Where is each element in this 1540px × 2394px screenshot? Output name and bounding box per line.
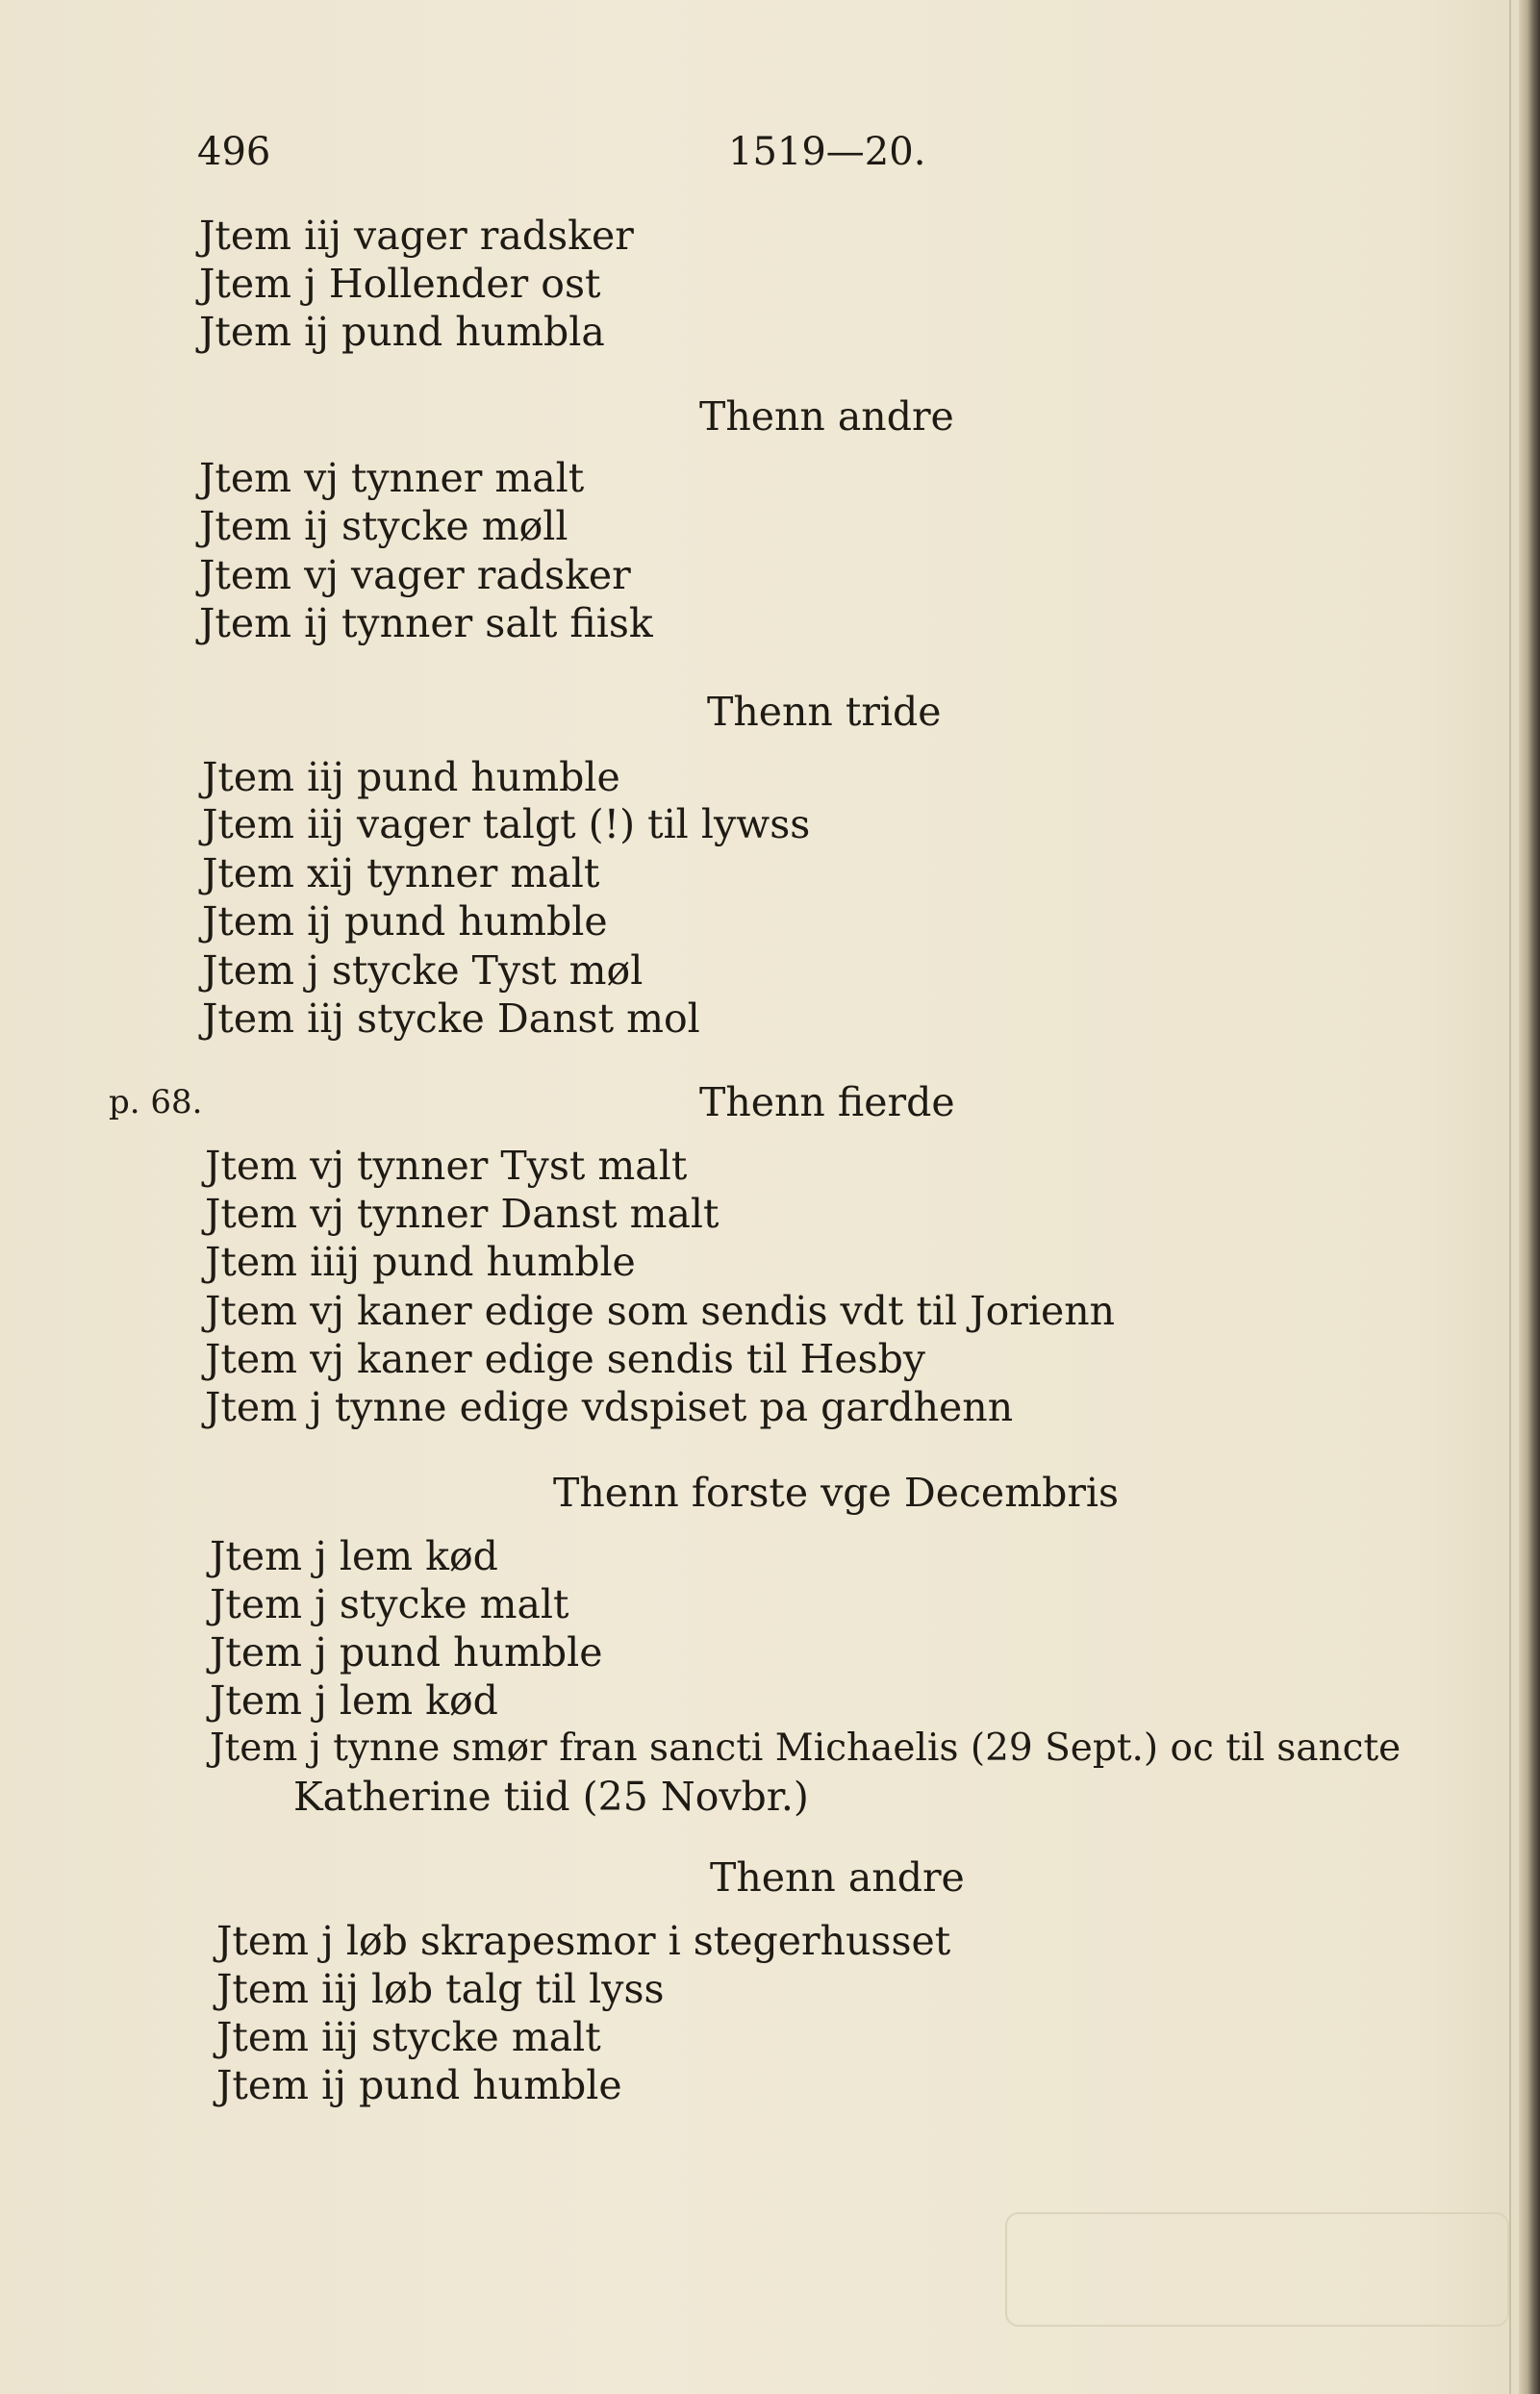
entry-line: Jtem iij vager radsker <box>199 213 634 259</box>
entry-line: Jtem vj kaner edige som sendis vdt til Jorienn <box>205 1288 1116 1334</box>
section-heading: Thenn fierde <box>699 1079 955 1125</box>
entry-line: Jtem ij tynner salt fiisk <box>199 600 653 646</box>
section-heading: Thenn forste vge Decembris <box>553 1470 1120 1516</box>
book-spine-shadow <box>1519 0 1540 2394</box>
entry-line: Jtem iij pund humble <box>202 754 620 800</box>
entry-line: Jtem iiij pund humble <box>205 1239 636 1285</box>
entry-line: Jtem j stycke malt <box>210 1581 569 1627</box>
entry-line: Jtem ij pund humble <box>202 898 608 945</box>
page-number: 496 <box>197 130 271 174</box>
entry-line: Jtem ij pund humbla <box>199 309 605 355</box>
entry-line: Jtem iij stycke malt <box>216 2014 601 2060</box>
entry-line: Jtem ij stycke møll <box>199 503 568 549</box>
faint-stamp-outline <box>1005 2212 1509 2327</box>
entry-line: Jtem vj kaner edige sendis til Hesby <box>205 1336 926 1382</box>
entry-line: Jtem iij løb talg til lyss <box>216 1966 665 2012</box>
entry-line: Jtem ij pund humble <box>216 2062 622 2108</box>
page-header <box>0 123 1540 181</box>
entry-line: Jtem j stycke Tyst møl <box>202 947 644 994</box>
entry-line: Jtem j pund humble <box>210 1629 603 1676</box>
margin-page-reference: p. 68. <box>109 1083 203 1121</box>
section-heading: Thenn tride <box>707 689 942 735</box>
section-heading: Thenn andre <box>699 393 954 440</box>
entry-line: Jtem xij tynner malt <box>202 850 600 896</box>
entry-line: Jtem j tynne smør fran sancti Michaelis (29 Sept.) oc til sancte <box>210 1726 1401 1770</box>
entry-line: Jtem j løb skrapesmor i stegerhusset <box>216 1918 951 1964</box>
entry-line: Jtem vj tynner malt <box>199 455 585 501</box>
entry-line: Jtem j Hollender ost <box>199 261 601 307</box>
entry-line: Jtem vj vager radsker <box>199 552 631 598</box>
entry-line: Jtem j lem kød <box>210 1677 498 1724</box>
page-edge-line <box>1509 0 1511 2394</box>
entry-line: Jtem j lem kød <box>210 1533 498 1579</box>
entry-line-continuation: Katherine tiid (25 Novbr.) <box>293 1774 809 1820</box>
entry-line: Jtem j tynne edige vdspiset pa gardhenn <box>205 1384 1014 1430</box>
entry-line: Jtem vj tynner Tyst malt <box>205 1143 688 1189</box>
running-head: 1519—20. <box>728 130 926 174</box>
entry-line: Jtem vj tynner Danst malt <box>205 1191 720 1237</box>
section-heading: Thenn andre <box>710 1854 965 1901</box>
entry-line: Jtem iij stycke Danst mol <box>202 995 700 1042</box>
entry-line: Jtem iij vager talgt (!) til lywss <box>202 801 811 847</box>
